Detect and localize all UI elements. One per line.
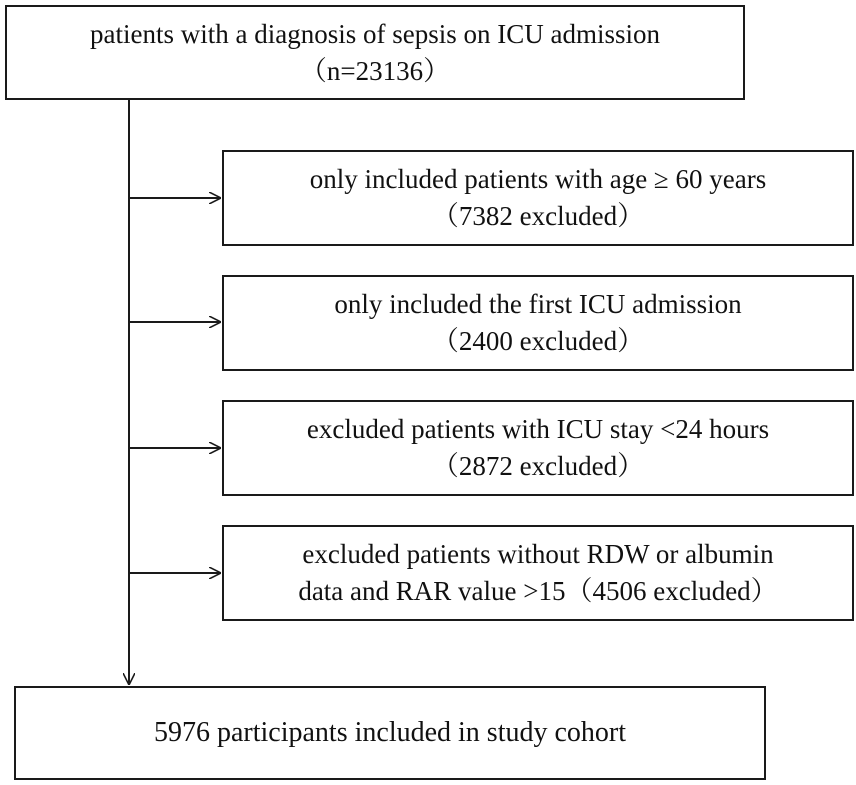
exclusion-box-rdw-albumin xyxy=(222,525,854,621)
exclusion-box-first-admission xyxy=(222,275,854,371)
exclusion-count: （2400 excluded） xyxy=(431,326,645,356)
exclusion-criterion-text: excluded patients with ICU stay <24 hours xyxy=(306,414,770,445)
final-cohort-box xyxy=(14,686,766,780)
exclusion-criterion-text: excluded patients without RDW or albumin xyxy=(302,539,774,570)
exclusion-count: （7382 excluded） xyxy=(431,201,645,231)
exclusion-criterion-text: only included patients with age ≥ 60 years xyxy=(309,164,767,195)
exclusion-box-icu-stay xyxy=(222,400,854,496)
exclusion-criterion-text: only included the first ICU admission xyxy=(334,289,742,320)
initial-cohort-count: （n=23136） xyxy=(299,55,451,86)
exclusion-box-age xyxy=(222,150,854,246)
initial-cohort-description: patients with a diagnosis of sepsis on ICU admission xyxy=(90,18,660,49)
final-cohort-label: 5976 participants included in study cohort xyxy=(153,716,627,748)
exclusion-criterion-text-continued: data and RAR value >15（4506 excluded） xyxy=(298,576,778,606)
initial-cohort-box xyxy=(5,5,745,100)
exclusion-count: （2872 excluded） xyxy=(431,451,645,481)
